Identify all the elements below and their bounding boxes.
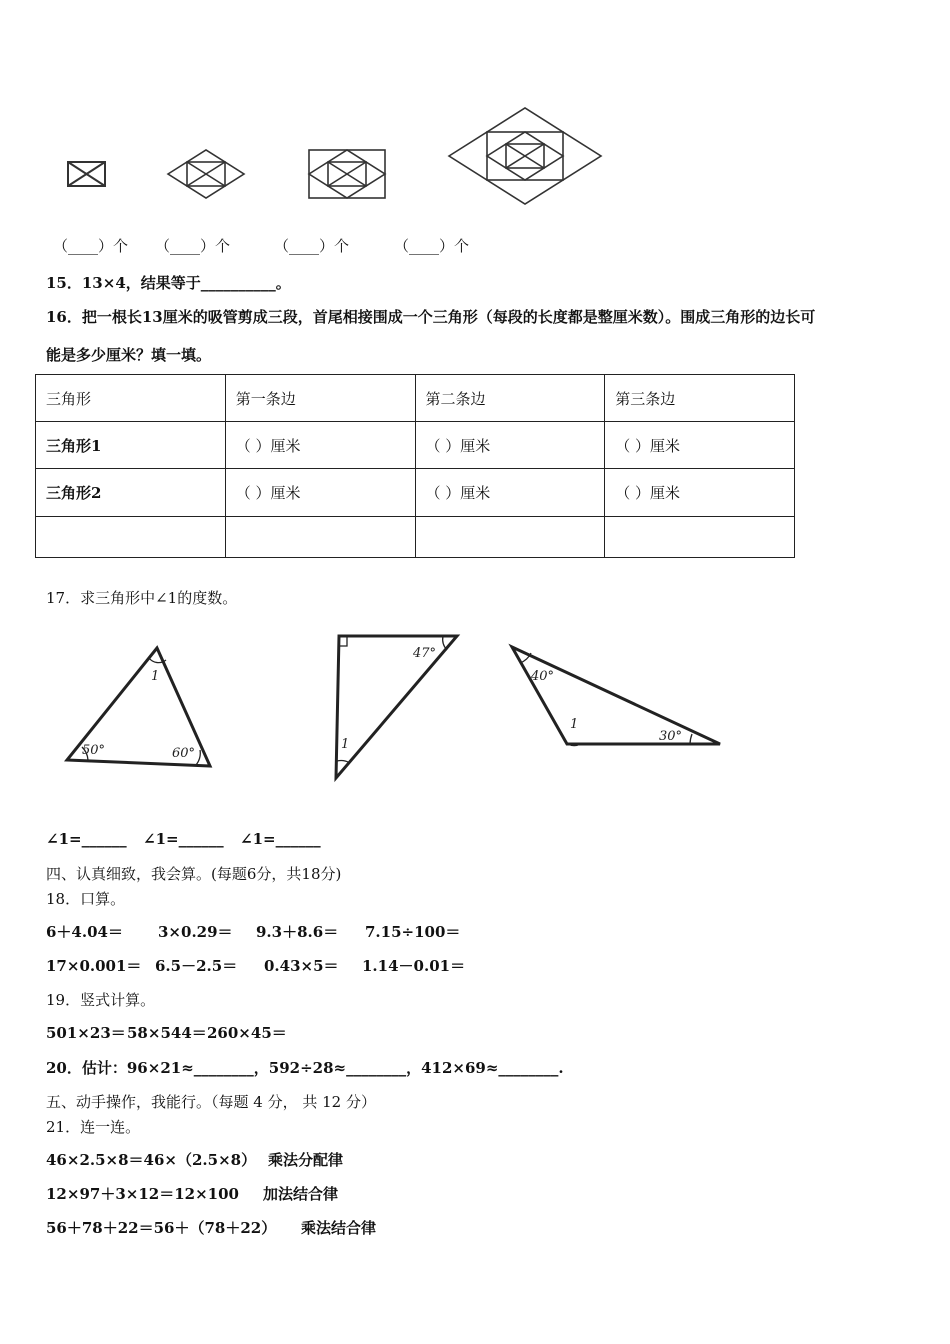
table-header: 第二条边 — [415, 375, 605, 422]
q21-expr: 12×97＋3×12＝12×100 — [46, 1185, 239, 1203]
triangle-3-label-1: 1 — [570, 717, 579, 732]
q15-text: 15．13×4，结果等于__________。 — [46, 274, 291, 292]
table-header: 三角形 — [36, 375, 226, 422]
q14-answer-1[interactable]: （____）个 — [53, 237, 129, 255]
figure-2 — [168, 150, 244, 198]
q18-title: 18．口算。 — [46, 890, 126, 908]
q19-title: 19．竖式计算。 — [46, 991, 156, 1009]
table-cell: 三角形2 — [36, 469, 226, 517]
q18-item: 6.5－2.5＝ — [155, 957, 238, 975]
table-cell-input[interactable]: （ ）厘米 — [605, 422, 795, 469]
q17-answer-3[interactable]: ∠1=______ — [240, 830, 321, 848]
q14-answer-3[interactable]: （____）个 — [274, 237, 350, 255]
q17-triangles — [0, 620, 950, 790]
q21-title: 21．连一连。 — [46, 1118, 141, 1136]
table-cell-input[interactable]: （ ）厘米 — [225, 469, 415, 517]
q16-line2: 能是多少厘米？填一填。 — [46, 346, 212, 364]
q18-item: 3×0.29＝ — [158, 923, 233, 941]
triangle-3-angle-a: 40° — [531, 669, 555, 684]
q17-text: 17．求三角形中∠1的度数。 — [46, 589, 238, 607]
q18-item: 1.14－0.01＝ — [362, 957, 466, 975]
q17-answer-2[interactable]: ∠1=______ — [143, 830, 224, 848]
q21-law[interactable]: 加法结合律 — [263, 1185, 339, 1203]
q19-item: 58×544＝ — [127, 1024, 207, 1042]
q18-item: 9.3＋8.6＝ — [256, 923, 339, 941]
triangle-2 — [336, 636, 457, 778]
q16-line1: 16．把一根长13厘米的吸管剪成三段，首尾相接围成一个三角形（每段的长度都是整厘米数）。围成三角形的边长可 — [46, 308, 816, 326]
q21-law[interactable]: 乘法结合律 — [301, 1219, 377, 1237]
triangle-3 — [512, 647, 720, 746]
triangle-3-angle-b: 30° — [659, 729, 683, 744]
q18-item: 7.15÷100＝ — [365, 923, 461, 941]
table-row — [36, 517, 795, 558]
table-header-row — [36, 375, 795, 422]
triangle-1-angle-a: 50° — [82, 743, 106, 758]
table-row — [36, 422, 795, 469]
triangle-1 — [67, 648, 210, 766]
table-header: 第三条边 — [605, 375, 795, 422]
figure-3 — [309, 150, 385, 198]
table-cell-input[interactable]: （ ）厘米 — [605, 469, 795, 517]
q19-item: 260×45＝ — [207, 1024, 287, 1042]
q20-text: 20．估计：96×21≈________，592÷28≈________，412×69≈________. — [46, 1059, 564, 1077]
q18-item: 6＋4.04＝ — [46, 923, 123, 941]
table-row — [36, 469, 795, 517]
q18-item: 17×0.001＝ — [46, 957, 142, 975]
q21-law[interactable]: 乘法分配律 — [268, 1151, 344, 1169]
table-cell-input[interactable] — [605, 517, 795, 558]
section5-title: 五、动手操作，我能行。（每题 4 分， 共 12 分） — [46, 1093, 376, 1111]
section4-title: 四、认真细致，我会算。(每题6分，共18分) — [46, 865, 342, 883]
figure-1 — [68, 162, 105, 186]
table-cell: 三角形1 — [36, 422, 226, 469]
q21-expr: 56＋78＋22＝56＋（78＋22） — [46, 1219, 277, 1237]
table-cell-input[interactable] — [415, 517, 605, 558]
table-cell-input[interactable]: （ ）厘米 — [225, 422, 415, 469]
q19-item: 501×23＝ — [46, 1024, 126, 1042]
table-cell-input[interactable]: （ ）厘米 — [415, 469, 605, 517]
q16-table — [35, 374, 795, 558]
q14-answer-4[interactable]: （____）个 — [394, 237, 470, 255]
triangle-2-angle-a: 47° — [413, 646, 437, 661]
figure-4 — [449, 108, 601, 204]
q14-answer-2[interactable]: （____）个 — [155, 237, 231, 255]
q21-expr: 46×2.5×8＝46×（2.5×8） — [46, 1151, 257, 1169]
triangle-1-angle-b: 60° — [172, 746, 196, 761]
table-header: 第一条边 — [225, 375, 415, 422]
table-cell-input[interactable]: （ ）厘米 — [415, 422, 605, 469]
table-cell-input[interactable] — [36, 517, 226, 558]
triangle-2-label-1: 1 — [341, 737, 350, 752]
table-cell-input[interactable] — [225, 517, 415, 558]
triangle-1-label-1: 1 — [151, 669, 160, 684]
q17-answer-1[interactable]: ∠1=______ — [46, 830, 127, 848]
q14-figures — [0, 0, 950, 230]
q18-item: 0.43×5＝ — [264, 957, 339, 975]
